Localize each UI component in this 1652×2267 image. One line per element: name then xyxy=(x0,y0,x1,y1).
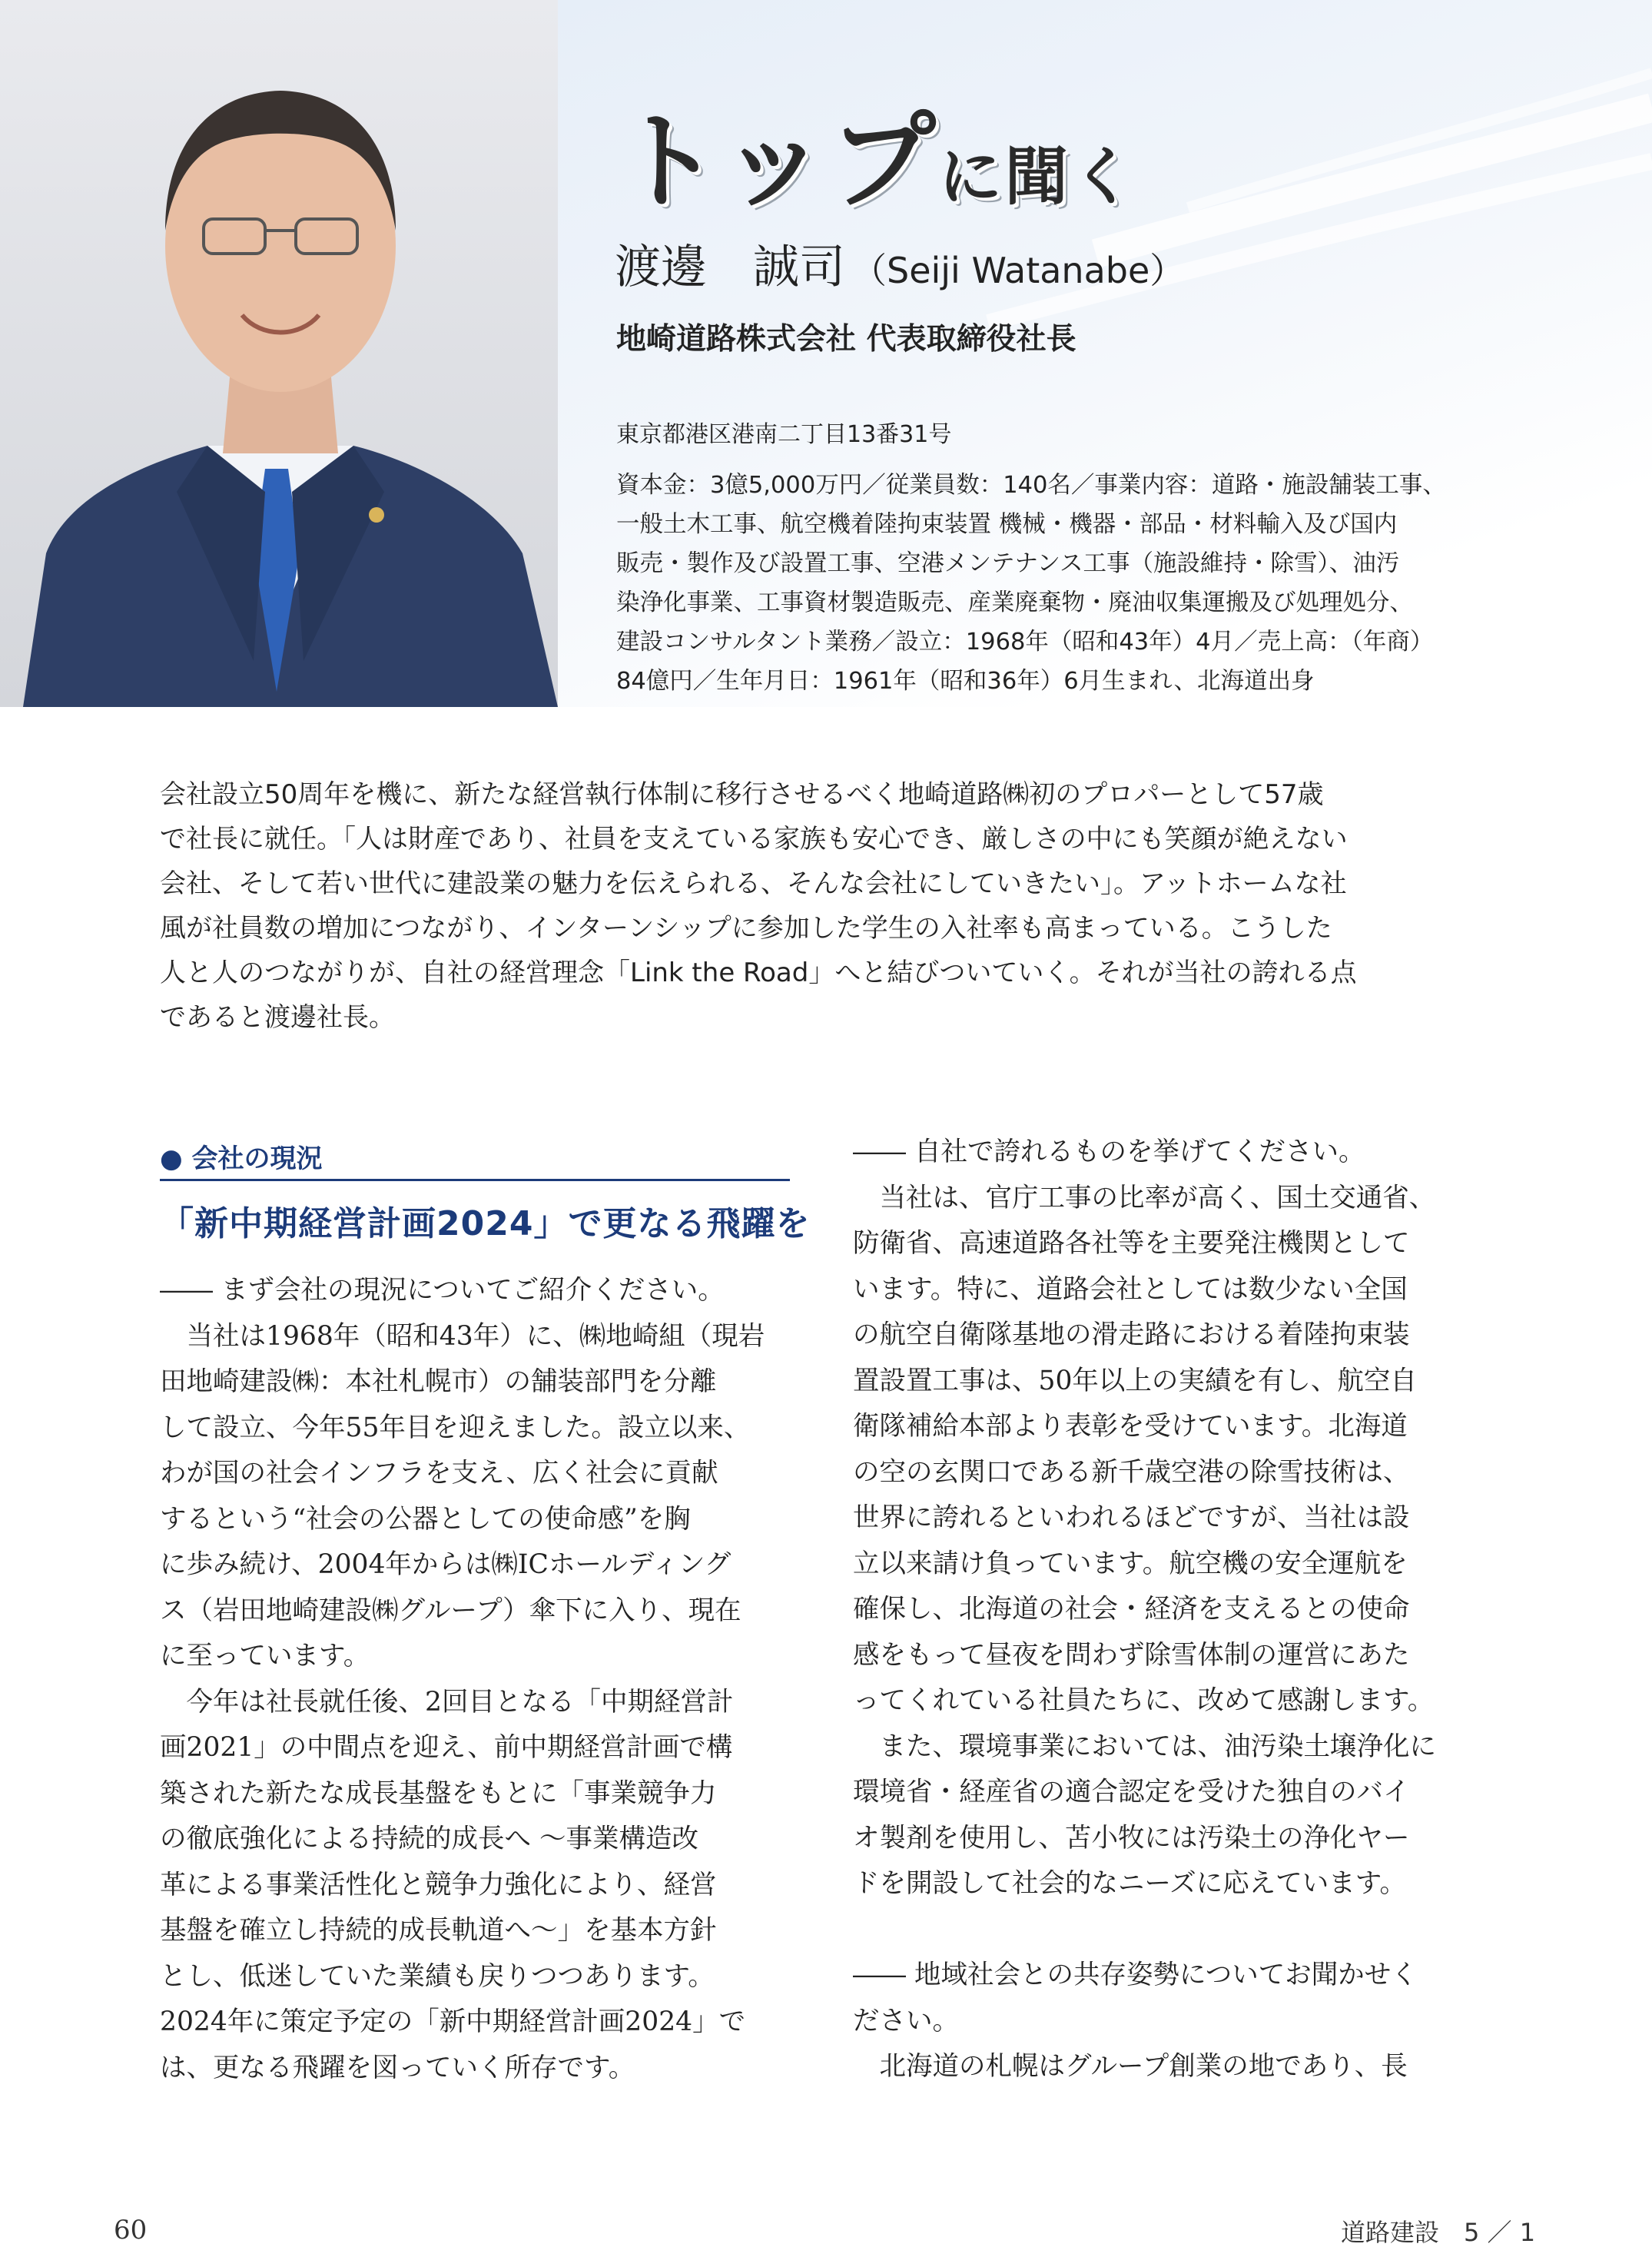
company-profile xyxy=(616,466,1520,701)
text-line: います。特に、道路会社としては数少ない全国 xyxy=(853,1273,1408,1305)
lead-line: 会社、そして若い世代に建設業の魅力を伝えられる、そんな会社にしていきたい」。アットホームな社 xyxy=(160,868,1347,899)
text-line: 基盤を確立し持続的成長軌道へ～」を基本方針 xyxy=(160,1915,717,1946)
text-line: 立以来請け負っています。航空機の安全運航を xyxy=(853,1548,1408,1579)
text-line: に歩み続け、2004年からは㈱ICホールディング xyxy=(160,1549,731,1580)
text-line: 衛隊補給本部より表彰を受けています。北海道 xyxy=(853,1411,1408,1442)
section-title: 「新中期経営計画2024」で更なる飛躍を xyxy=(160,1204,811,1243)
text-line: の航空自衛隊基地の滑走路における着陸拘束装 xyxy=(853,1319,1410,1350)
text-line: は、更なる飛躍を図っていく所存です。 xyxy=(160,2052,635,2083)
profile-line: 建設コンサルタント業務／設立：1968年（昭和43年）4月／売上高：（年商） xyxy=(616,629,1434,656)
text-line: また、環境事業においては、油汚染土壌浄化に xyxy=(853,1731,1436,1762)
text-line: 感をもって昼夜を問わず除雪体制の運営にあた xyxy=(853,1639,1410,1671)
text-line: 2024年に策定予定の「新中期経営計画2024」で xyxy=(160,2006,746,2037)
lead-line: 人と人のつながりが、自社の経営理念「Link the Road」へと結びついていく。それが当社の誇れる点 xyxy=(160,958,1357,988)
text-line: 今年は社長就任後、2回目となる「中期経営計 xyxy=(160,1686,734,1718)
profile-line: 資本金：3億5,000万円／従業員数：140名／事業内容：道路・施設舗装工事、 xyxy=(616,472,1446,499)
text-line: ス（岩田地崎建設㈱グループ）傘下に入り、現在 xyxy=(160,1595,741,1626)
headline-small: に聞く xyxy=(938,141,1137,214)
text-line: ってくれている社員たちに、改めて感謝します。 xyxy=(853,1685,1435,1716)
profile-line: 染浄化事業、工事資材製造販売、産業廃棄物・廃油収集運搬及び処理処分、 xyxy=(616,589,1413,616)
name-english: （Seiji Watanabe） xyxy=(851,250,1186,291)
paragraph-gap xyxy=(853,1907,1436,1953)
lead-line: 会社設立50周年を機に、新たな経営執行体制に移行させるべく地崎道路㈱初のプロパーとして57歳 xyxy=(160,779,1324,810)
text-line: の空の玄関口である新千歳空港の除雪技術は、 xyxy=(853,1456,1410,1488)
text-line: 世界に誇れるといわれるほどですが、当社は設 xyxy=(853,1502,1410,1533)
text-line: ―― 自社で誇れるものを挙げてください。 xyxy=(853,1137,1365,1167)
text-line: 確保し、北海道の社会・経済を支えるとの使命 xyxy=(853,1594,1410,1625)
text-line: 環境省・経産省の適合認定を受けた独自のバイ xyxy=(853,1777,1410,1807)
right-column-body xyxy=(853,1130,1436,2090)
profile-line: 販売・製作及び設置工事、空港メンテナンス工事（施設維持・除雪）、油汚 xyxy=(616,550,1400,577)
profile-line: 84億円／生年月日：1961年（昭和36年）6月生まれ、北海道出身 xyxy=(616,668,1315,695)
text-line: とし、低迷していた業績も戻りつつあります。 xyxy=(160,1960,715,1992)
text-line: 当社は1968年（昭和43年）に、㈱地崎組（現岩 xyxy=(160,1320,765,1352)
text-line: 北海道の札幌はグループ創業の地であり、長 xyxy=(853,2051,1408,2082)
text-line: 置設置工事は、50年以上の実績を有し、航空自 xyxy=(853,1365,1417,1396)
headline-big: トップ xyxy=(615,100,939,224)
lead-line: であると渡邊社長。 xyxy=(160,1002,395,1033)
text-line: 築された新たな成長基盤をもとに「事業競争力 xyxy=(160,1777,717,1809)
section-label: ● 会社の現況 xyxy=(160,1143,323,1174)
lead-line: 風が社員数の増加につながり、インターンシップに参加した学生の入社率も高まっている。こうした xyxy=(160,913,1332,944)
company-address: 東京都港区港南二丁目13番31号 xyxy=(616,421,952,448)
text-line: に至っています。 xyxy=(160,1641,370,1671)
text-line: するという“社会の公器としての使命感”を胸 xyxy=(160,1503,691,1535)
section-divider xyxy=(160,1179,790,1181)
portrait-photo xyxy=(0,0,558,707)
profile-line: 一般土木工事、航空機着陸拘束装置 機械・機器・部品・材料輸入及び国内 xyxy=(616,511,1398,538)
left-column-body xyxy=(160,1268,765,2091)
text-line: ―― まず会社の現況についてご紹介ください。 xyxy=(160,1275,725,1306)
text-line: の徹底強化による持続的成長へ ～事業構造改 xyxy=(160,1824,698,1854)
lead-line: で社長に就任。「人は財産であり、社員を支えている家族も安心でき、厳しさの中にも笑顔が絶えない xyxy=(160,824,1348,855)
company-title: 地崎道路株式会社 代表取締役社長 xyxy=(616,322,1076,357)
text-line: 防衛省、高速道路各社等を主要発注機関として xyxy=(853,1228,1410,1259)
text-line: ださい。 xyxy=(853,2005,959,2036)
text-line: オ製剤を使用し、苫小牧には汚染土の浄化ヤー xyxy=(853,1822,1410,1854)
page-number: 60 xyxy=(114,2215,148,2245)
text-line: 当社は、官庁工事の比率が高く、国土交通省、 xyxy=(853,1182,1436,1213)
text-line: ―― 地域社会との共存姿勢についてお聞かせく xyxy=(853,1960,1418,1990)
text-line: 田地崎建設㈱：本社札幌市）の舗装部門を分離 xyxy=(160,1366,717,1397)
headline xyxy=(615,77,1137,229)
name-japanese: 渡邊 誠司 xyxy=(615,241,845,294)
text-line: 画2021」の中間点を迎え、前中期経営計画で構 xyxy=(160,1732,733,1763)
magazine-issue: 道路建設 5 ／ 1 xyxy=(1341,2218,1536,2247)
text-line: ドを開設して社会的なニーズに応えています。 xyxy=(853,1868,1407,1899)
text-line: わが国の社会インフラを支え、広く社会に貢献 xyxy=(160,1458,718,1489)
text-line: して設立、今年55年目を迎えました。設立以来、 xyxy=(160,1412,751,1443)
lead-paragraph xyxy=(160,772,1497,1040)
person-name xyxy=(615,231,1185,297)
text-line: 革による事業活性化と競争力強化により、経営 xyxy=(160,1869,717,1900)
